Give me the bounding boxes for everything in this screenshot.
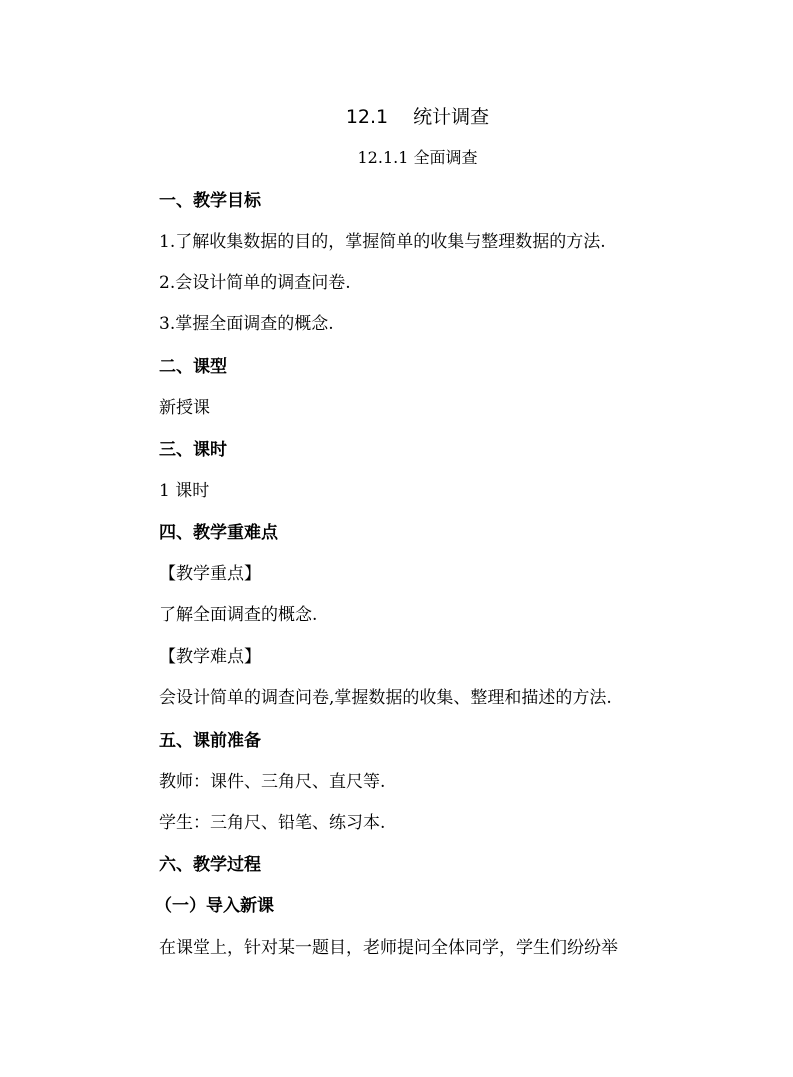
objective-item-3: 3.掌握全面调查的概念. <box>159 314 334 334</box>
lesson-type-text: 新授课 <box>159 398 210 418</box>
objectives-heading: 一、教学目标 <box>159 191 261 211</box>
hours-text: 1 课时 <box>159 481 210 501</box>
objective-item-2: 2.会设计简单的调查问卷. <box>159 273 351 293</box>
objective-item-1: 1.了解收集数据的目的，掌握简单的收集与整理数据的方法. <box>159 232 606 252</box>
key-point-label: 【教学重点】 <box>159 564 261 584</box>
process-sub-heading: （一）导入新课 <box>155 896 274 916</box>
preparation-student: 学生：三角尺、铅笔、练习本. <box>159 813 386 833</box>
key-point-text: 了解全面调查的概念. <box>159 605 318 625</box>
preparation-teacher: 教师：课件、三角尺、直尺等. <box>159 772 386 792</box>
hours-heading: 三、课时 <box>159 440 227 460</box>
document-title: 12.1 统计调查 <box>345 106 490 128</box>
process-text: 在课堂上，针对某一题目，老师提问全体同学，学生们纷纷举 <box>159 938 618 958</box>
document-subtitle: 12.1.1 全面调查 <box>357 148 478 167</box>
key-points-heading: 四、教学重难点 <box>159 523 278 543</box>
lesson-type-heading: 二、课型 <box>159 357 227 377</box>
difficulty-text: 会设计简单的调查问卷,掌握数据的收集、整理和描述的方法. <box>159 688 612 708</box>
difficulty-label: 【教学难点】 <box>159 647 261 667</box>
process-heading: 六、教学过程 <box>159 855 261 875</box>
preparation-heading: 五、课前准备 <box>159 731 261 751</box>
